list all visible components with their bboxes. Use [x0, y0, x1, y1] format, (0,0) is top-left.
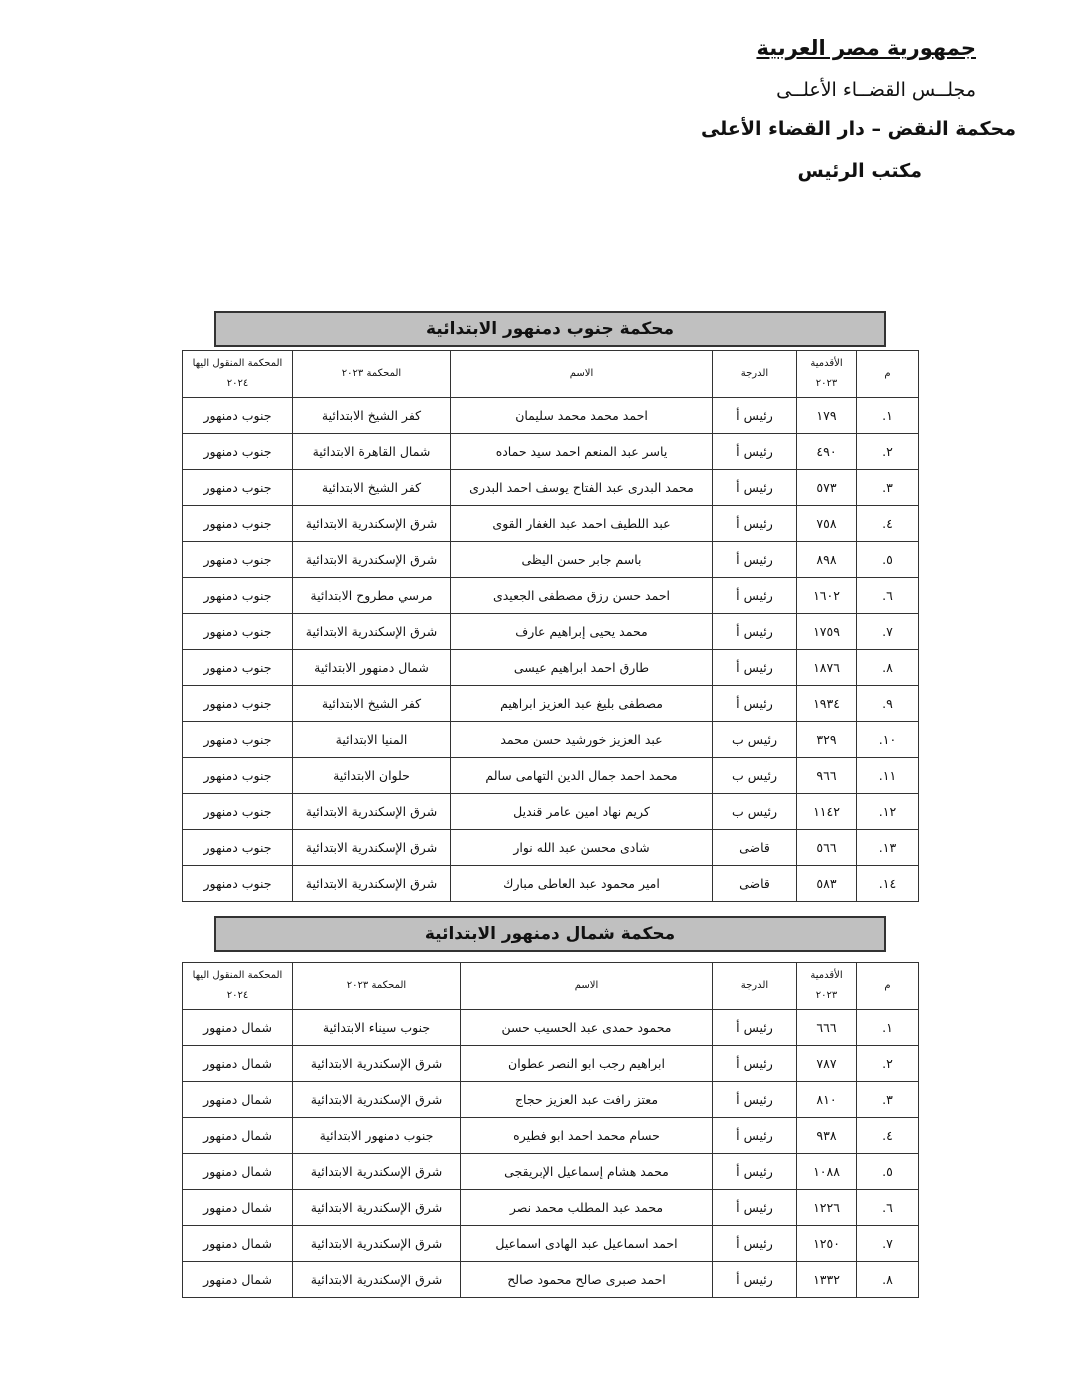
table-row — [183, 470, 919, 506]
name-cell: كريم نهاد امين عامر قنديل — [451, 794, 713, 830]
name-cell: محمد البدرى عبد الفتاح يوسف احمد البدرى — [451, 470, 713, 506]
grade-cell: رئيس أ — [713, 1154, 797, 1190]
seniority-label: الأقدمية — [810, 358, 843, 369]
seniority-cell: ٦٦٦ — [797, 1010, 857, 1046]
name-cell: محمود حمدى عبد الحسيب حسن — [461, 1010, 713, 1046]
seniority-cell: ٧٨٧ — [797, 1046, 857, 1082]
table-body — [183, 1010, 919, 1298]
court-2023-cell: شرق الإسكندرية الابتدائية — [293, 1082, 461, 1118]
destination-court-cell: شمال دمنهور — [183, 1262, 293, 1298]
name-cell: محمد هشام إسماعيل الإبريقجى — [461, 1154, 713, 1190]
col-header-name: الاسم — [451, 351, 713, 398]
row-number: ٢. — [857, 1046, 919, 1082]
table-row — [183, 1010, 919, 1046]
section-title-north: محكمة شمال دمنهور الابتدائية — [214, 916, 886, 952]
seniority-cell: ١٨٧٦ — [797, 650, 857, 686]
row-number: ٥. — [857, 1154, 919, 1190]
grade-cell: رئيس ب — [713, 758, 797, 794]
row-number: ٧. — [857, 1226, 919, 1262]
name-cell: عبد العزيز خورشيد حسن محمد — [451, 722, 713, 758]
court-2023-cell: شرق الإسكندرية الابتدائية — [293, 830, 451, 866]
table-row — [183, 1226, 919, 1262]
destination-court-cell: جنوب دمنهور — [183, 542, 293, 578]
header-office: مكتب الرئيس — [797, 160, 922, 182]
grade-cell: رئيس أ — [713, 398, 797, 434]
grade-cell: قاضى — [713, 830, 797, 866]
table-row — [183, 650, 919, 686]
table-row — [183, 434, 919, 470]
name-cell: شادى محسن عبد الله نوار — [451, 830, 713, 866]
court-2023-cell: مرسي مطروح الابتدائية — [293, 578, 451, 614]
row-number: ٤. — [857, 506, 919, 542]
destination-court-cell: جنوب دمنهور — [183, 578, 293, 614]
court-2023-cell: شمال دمنهور الابتدائية — [293, 650, 451, 686]
table-row — [183, 614, 919, 650]
row-number: ٩. — [857, 686, 919, 722]
seniority-year: ٢٠٢٣ — [815, 990, 838, 1001]
table-row — [183, 1262, 919, 1298]
table-header-row — [183, 351, 919, 398]
grade-cell: رئيس أ — [713, 686, 797, 722]
seniority-year: ٢٠٢٣ — [815, 378, 838, 389]
court-2023-cell: حلوان الابتدائية — [293, 758, 451, 794]
destination-court-cell: جنوب دمنهور — [183, 686, 293, 722]
destination-court-cell: جنوب دمنهور — [183, 650, 293, 686]
row-number: ٣. — [857, 470, 919, 506]
name-cell: محمد احمد جمال الدين التهامى سالم — [451, 758, 713, 794]
destination-court-cell: جنوب دمنهور — [183, 722, 293, 758]
dest-year: ٢٠٢٤ — [226, 990, 249, 1001]
destination-court-cell: جنوب دمنهور — [183, 398, 293, 434]
grade-cell: رئيس أ — [713, 1046, 797, 1082]
table-row — [183, 686, 919, 722]
col-header-grade: الدرجة — [713, 351, 797, 398]
row-number: ٨. — [857, 650, 919, 686]
col-header-seniority — [797, 963, 857, 1010]
col-header-dest — [183, 351, 293, 398]
court-2023-cell: كفر الشيخ الابتدائية — [293, 398, 451, 434]
table-row — [183, 758, 919, 794]
destination-court-cell: جنوب دمنهور — [183, 758, 293, 794]
section-title-south: محكمة جنوب دمنهور الابتدائية — [214, 311, 886, 347]
grade-cell: رئيس ب — [713, 722, 797, 758]
table-row — [183, 1082, 919, 1118]
destination-court-cell: جنوب دمنهور — [183, 470, 293, 506]
destination-court-cell: شمال دمنهور — [183, 1082, 293, 1118]
table-row — [183, 1118, 919, 1154]
seniority-cell: ٣٢٩ — [797, 722, 857, 758]
grade-cell: رئيس أ — [713, 434, 797, 470]
seniority-cell: ٩٦٦ — [797, 758, 857, 794]
seniority-cell: ١٢٥٠ — [797, 1226, 857, 1262]
destination-court-cell: جنوب دمنهور — [183, 614, 293, 650]
grade-cell: رئيس أ — [713, 542, 797, 578]
table-row — [183, 866, 919, 902]
seniority-cell: ١٣٣٢ — [797, 1262, 857, 1298]
name-cell: احمد صبرى صالح محمود صالح — [461, 1262, 713, 1298]
row-number: ٦. — [857, 1190, 919, 1226]
col-header-num: م — [857, 963, 919, 1010]
court-2023-cell: كفر الشيخ الابتدائية — [293, 470, 451, 506]
court-2023-cell: جنوب سيناء الابتدائية — [293, 1010, 461, 1046]
table-row — [183, 1154, 919, 1190]
seniority-cell: ٥٦٦ — [797, 830, 857, 866]
court-2023-cell: شرق الإسكندرية الابتدائية — [293, 1046, 461, 1082]
seniority-cell: ٤٩٠ — [797, 434, 857, 470]
col-header-name: الاسم — [461, 963, 713, 1010]
name-cell: محمد عبد المطلب محمد نصر — [461, 1190, 713, 1226]
seniority-cell: ١٧٩ — [797, 398, 857, 434]
row-number: ٨. — [857, 1262, 919, 1298]
destination-court-cell: شمال دمنهور — [183, 1046, 293, 1082]
name-cell: طارق احمد ابراهيم عيسى — [451, 650, 713, 686]
court-2023-cell: شمال القاهرة الابتدائية — [293, 434, 451, 470]
row-number: ٣. — [857, 1082, 919, 1118]
seniority-cell: ١٠٨٨ — [797, 1154, 857, 1190]
grade-cell: قاضى — [713, 866, 797, 902]
grade-cell: رئيس أ — [713, 1118, 797, 1154]
seniority-cell: ١٧٥٩ — [797, 614, 857, 650]
row-number: ١١. — [857, 758, 919, 794]
destination-court-cell: جنوب دمنهور — [183, 794, 293, 830]
court-2023-cell: شرق الإسكندرية الابتدائية — [293, 542, 451, 578]
row-number: ٢. — [857, 434, 919, 470]
seniority-cell: ٥٧٣ — [797, 470, 857, 506]
grade-cell: رئيس أ — [713, 578, 797, 614]
seniority-cell: ٨٩٨ — [797, 542, 857, 578]
table-row — [183, 1046, 919, 1082]
name-cell: احمد اسماعيل عبد الهادى اسماعيل — [461, 1226, 713, 1262]
dest-label: المحكمة المنقول اليها — [192, 970, 283, 981]
grade-cell: رئيس أ — [713, 614, 797, 650]
destination-court-cell: شمال دمنهور — [183, 1010, 293, 1046]
destination-court-cell: شمال دمنهور — [183, 1226, 293, 1262]
table-body — [183, 398, 919, 902]
destination-court-cell: جنوب دمنهور — [183, 434, 293, 470]
seniority-cell: ١٢٢٦ — [797, 1190, 857, 1226]
grade-cell: رئيس أ — [713, 650, 797, 686]
col-header-court: المحكمة ٢٠٢٣ — [293, 963, 461, 1010]
row-number: ٦. — [857, 578, 919, 614]
table-row — [183, 542, 919, 578]
table-header-row — [183, 963, 919, 1010]
grade-cell: رئيس أ — [713, 470, 797, 506]
name-cell: احمد محمد محمد سليمان — [451, 398, 713, 434]
table-row — [183, 794, 919, 830]
row-number: ٤. — [857, 1118, 919, 1154]
grade-cell: رئيس أ — [713, 1010, 797, 1046]
destination-court-cell: شمال دمنهور — [183, 1118, 293, 1154]
court-2023-cell: شرق الإسكندرية الابتدائية — [293, 614, 451, 650]
name-cell: ياسر عبد المنعم احمد سيد حماده — [451, 434, 713, 470]
col-header-num: م — [857, 351, 919, 398]
row-number: ٥. — [857, 542, 919, 578]
grade-cell: رئيس ب — [713, 794, 797, 830]
court-2023-cell: شرق الإسكندرية الابتدائية — [293, 506, 451, 542]
seniority-label: الأقدمية — [810, 970, 843, 981]
destination-court-cell: جنوب دمنهور — [183, 830, 293, 866]
row-number: ١٣. — [857, 830, 919, 866]
court-2023-cell: المنيا الابتدائية — [293, 722, 451, 758]
seniority-cell: ٨١٠ — [797, 1082, 857, 1118]
seniority-cell: ٥٨٣ — [797, 866, 857, 902]
court-2023-cell: شرق الإسكندرية الابتدائية — [293, 1190, 461, 1226]
name-cell: حسام محمد احمد ابو فطيره — [461, 1118, 713, 1154]
court-2023-cell: شرق الإسكندرية الابتدائية — [293, 794, 451, 830]
court-2023-cell: شرق الإسكندرية الابتدائية — [293, 1154, 461, 1190]
row-number: ١٤. — [857, 866, 919, 902]
header-council: مجلــس القضــاء الأعلــى — [776, 79, 976, 101]
name-cell: معتز رافت عبد العزيز حجاج — [461, 1082, 713, 1118]
table-row — [183, 830, 919, 866]
row-number: ١٢. — [857, 794, 919, 830]
col-header-court: المحكمة ٢٠٢٣ — [293, 351, 451, 398]
grade-cell: رئيس أ — [713, 1262, 797, 1298]
row-number: ١. — [857, 1010, 919, 1046]
destination-court-cell: شمال دمنهور — [183, 1190, 293, 1226]
seniority-cell: ١٦٠٢ — [797, 578, 857, 614]
dest-year: ٢٠٢٤ — [226, 378, 249, 389]
table-row — [183, 398, 919, 434]
row-number: ١٠. — [857, 722, 919, 758]
table-row — [183, 506, 919, 542]
court-2023-cell: شرق الإسكندرية الابتدائية — [293, 1262, 461, 1298]
court-2023-cell: شرق الإسكندرية الابتدائية — [293, 1226, 461, 1262]
col-header-dest — [183, 963, 293, 1010]
name-cell: ابراهيم رجب ابو النصر عطوان — [461, 1046, 713, 1082]
row-number: ٧. — [857, 614, 919, 650]
grade-cell: رئيس أ — [713, 1190, 797, 1226]
court-2023-cell: جنوب دمنهور الابتدائية — [293, 1118, 461, 1154]
destination-court-cell: جنوب دمنهور — [183, 866, 293, 902]
col-header-seniority — [797, 351, 857, 398]
name-cell: باسم جابر حسن اليظى — [451, 542, 713, 578]
row-number: ١. — [857, 398, 919, 434]
grade-cell: رئيس أ — [713, 1082, 797, 1118]
name-cell: مصطفى بليغ عبد العزيز ابراهيم — [451, 686, 713, 722]
south-damanhour-table — [182, 350, 919, 902]
north-damanhour-table — [182, 962, 919, 1298]
court-2023-cell: شرق الإسكندرية الابتدائية — [293, 866, 451, 902]
name-cell: محمد يحيى إبراهيم عارف — [451, 614, 713, 650]
grade-cell: رئيس أ — [713, 1226, 797, 1262]
seniority-cell: ٧٥٨ — [797, 506, 857, 542]
court-2023-cell: كفر الشيخ الابتدائية — [293, 686, 451, 722]
destination-court-cell: شمال دمنهور — [183, 1154, 293, 1190]
table-row — [183, 1190, 919, 1226]
header-republic: جمهورية مصر العربية — [756, 36, 976, 60]
seniority-cell: ١١٤٢ — [797, 794, 857, 830]
name-cell: امير محمود عبد العاطى مبارك — [451, 866, 713, 902]
seniority-cell: ١٩٣٤ — [797, 686, 857, 722]
name-cell: احمد حسن رزق مصطفى الجعيدى — [451, 578, 713, 614]
header-court-of-cassation: محكمة النقض – دار القضاء الأعلى — [700, 118, 1016, 140]
name-cell: عبد اللطيف احمد عبد الغفار القوى — [451, 506, 713, 542]
table-row — [183, 722, 919, 758]
seniority-cell: ٩٣٨ — [797, 1118, 857, 1154]
grade-cell: رئيس أ — [713, 506, 797, 542]
table-row — [183, 578, 919, 614]
col-header-grade: الدرجة — [713, 963, 797, 1010]
destination-court-cell: جنوب دمنهور — [183, 506, 293, 542]
dest-label: المحكمة المنقول اليها — [192, 358, 283, 369]
